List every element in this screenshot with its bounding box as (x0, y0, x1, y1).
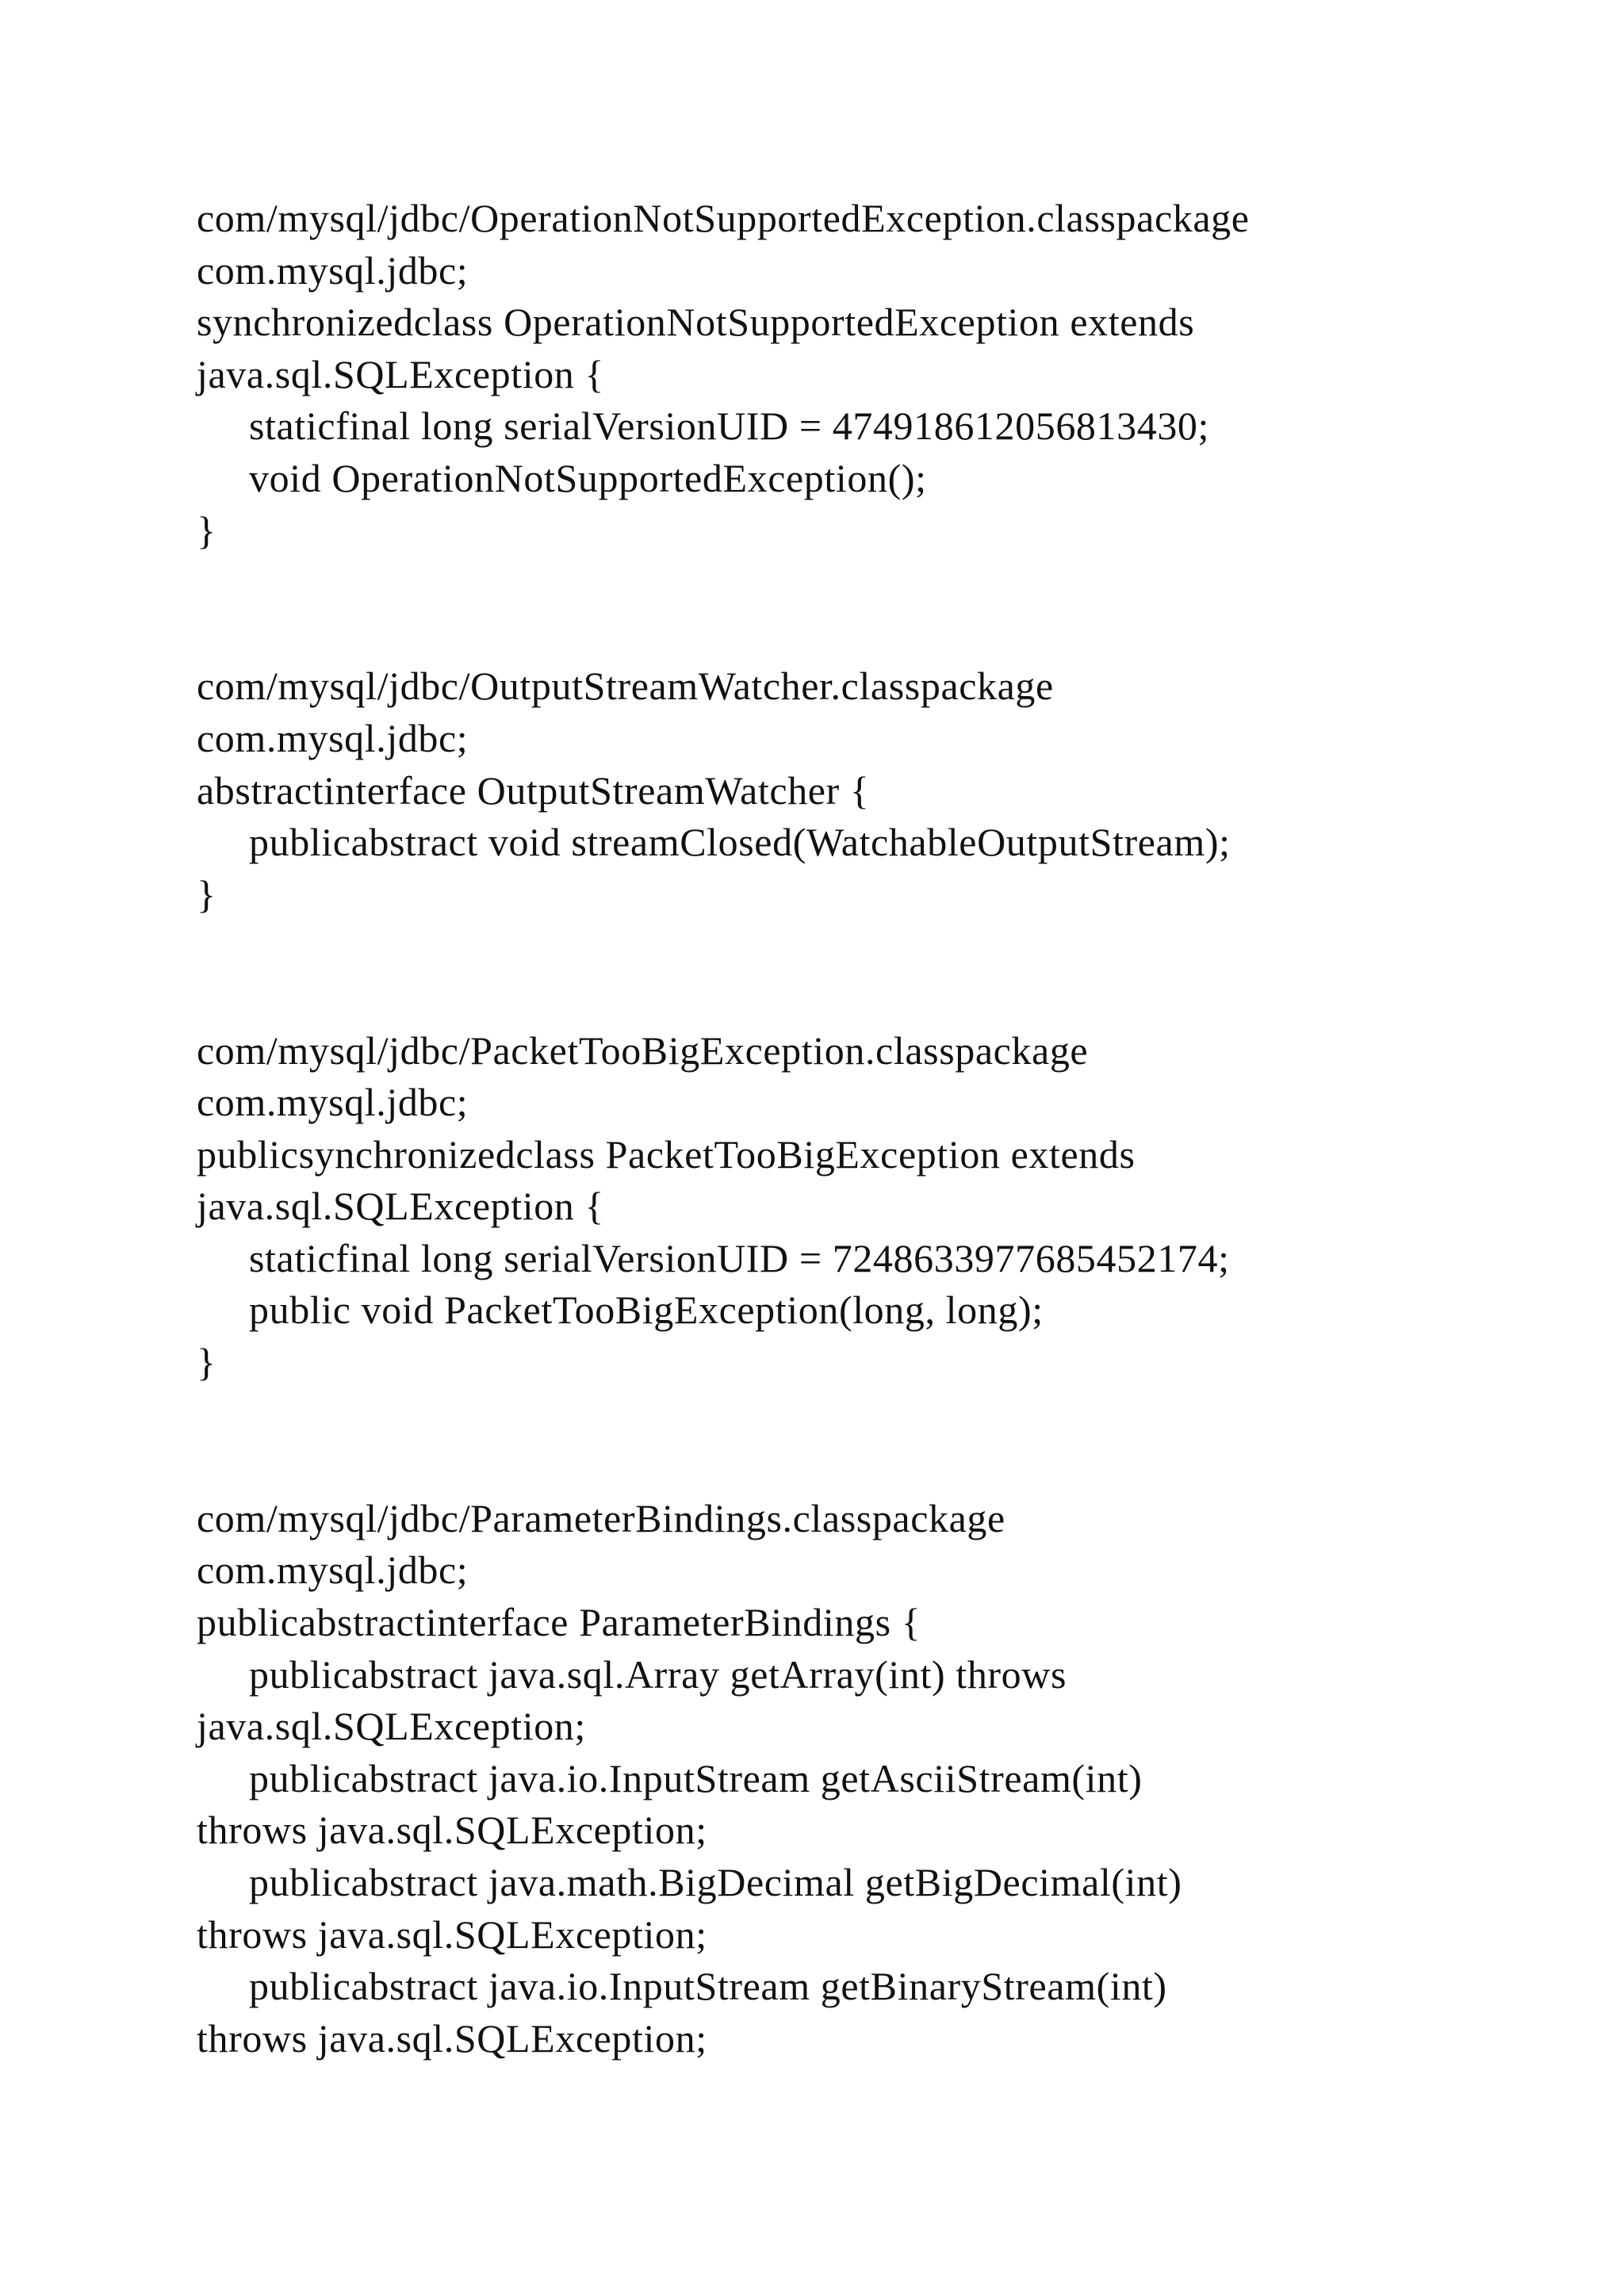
code-line: public void PacketTooBigException(long, long); (249, 1288, 1044, 1333)
code-line: com.mysql.jdbc; (197, 1080, 469, 1125)
block-separator (197, 920, 1465, 1024)
code-line: publicabstract java.sql.Array getArray(int) throws (249, 1651, 1067, 1697)
code-line: com/mysql/jdbc/OutputStreamWatcher.classpackage (197, 664, 1054, 709)
code-line: } (197, 871, 216, 916)
class-declaration-block (197, 1493, 1465, 2065)
code-line: java.sql.SQLException { (197, 351, 605, 396)
code-line: publicsynchronizedclass PacketTooBigException extends (197, 1131, 1136, 1177)
class-declaration-block (197, 1025, 1465, 1389)
code-line: publicabstract java.io.InputStream getAsciiStream(int) (249, 1755, 1143, 1800)
code-line: staticfinal long serialVersionUID = 7248633977685452174; (249, 1235, 1230, 1280)
code-line: staticfinal long serialVersionUID = 474918612056813430; (249, 404, 1210, 449)
block-separator (197, 1389, 1465, 1493)
code-line: throws java.sql.SQLException; (197, 1911, 707, 1957)
code-line: } (197, 507, 216, 553)
code-line: publicabstractinterface ParameterBindings { (197, 1600, 921, 1645)
code-line: throws java.sql.SQLException; (197, 1808, 707, 1853)
code-line: abstractinterface OutputStreamWatcher { (197, 767, 870, 813)
class-declaration-block (197, 193, 1465, 557)
code-line: throws java.sql.SQLException; (197, 2015, 707, 2061)
code-line: com.mysql.jdbc; (197, 715, 469, 760)
code-line: publicabstract void streamClosed(WatchableOutputStream); (249, 820, 1231, 865)
code-line: publicabstract java.io.InputStream getBinaryStream(int) (249, 1964, 1167, 2009)
code-line: com/mysql/jdbc/PacketTooBigException.classpackage (197, 1027, 1089, 1073)
code-line: com/mysql/jdbc/ParameterBindings.classpackage (197, 1495, 1005, 1540)
code-line: java.sql.SQLException { (197, 1184, 605, 1229)
code-listing (197, 193, 1465, 2064)
code-line: synchronizedclass OperationNotSupportedException extends (197, 300, 1195, 345)
block-separator (197, 557, 1465, 660)
code-line: void OperationNotSupportedException(); (249, 455, 927, 500)
code-line: com/mysql/jdbc/OperationNotSupportedException.classpackage (197, 196, 1250, 240)
code-line: } (197, 1340, 216, 1385)
code-line: publicabstract java.math.BigDecimal getBigDecimal(int) (249, 1860, 1182, 1904)
code-line: com.mysql.jdbc; (197, 247, 469, 293)
code-line: com.mysql.jdbc; (197, 1548, 469, 1593)
class-declaration-block (197, 660, 1465, 920)
code-line: java.sql.SQLException; (197, 1704, 586, 1749)
